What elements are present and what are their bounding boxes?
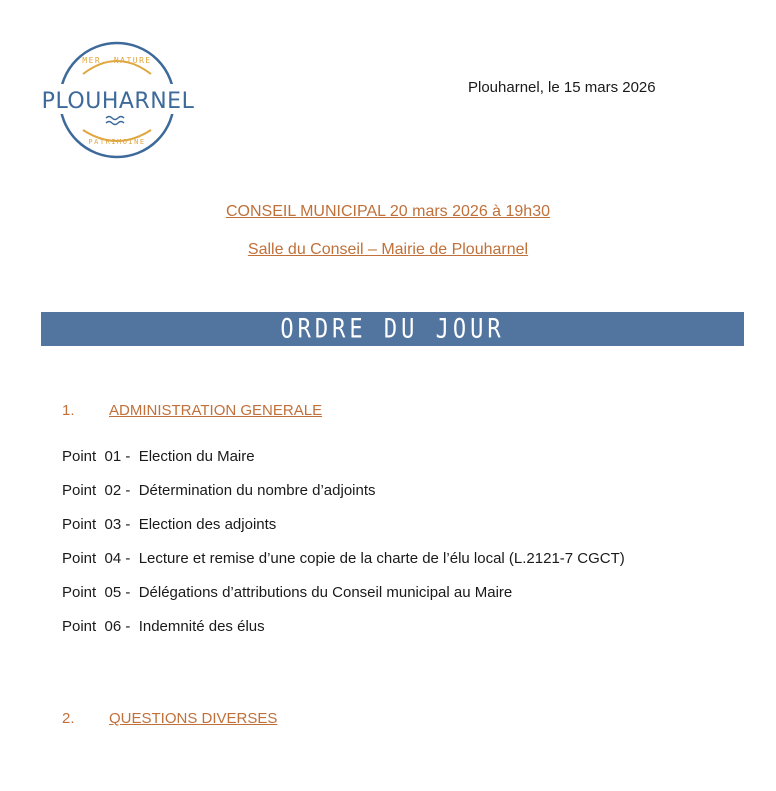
svg-text:MER, NATURE: MER, NATURE [82, 56, 152, 65]
agenda-banner [41, 312, 744, 346]
section-title: QUESTIONS DIVERSES [109, 710, 278, 727]
agenda-point: Point 04 - Lecture et remise d’une copie de la charte de l’élu local (L.2121-7 CGCT) [62, 550, 625, 567]
agenda-point: Point 06 - Indemnité des élus [62, 618, 265, 635]
date-line: Plouharnel, le 15 mars 2026 [468, 79, 656, 96]
svg-text:PATRIMOINE: PATRIMOINE [88, 138, 146, 146]
agenda-point: Point 01 - Election du Maire [62, 448, 255, 465]
section-number: 2. [62, 710, 75, 727]
plouharnel-logo [38, 38, 200, 162]
agenda-point: Point 03 - Election des adjoints [62, 516, 277, 533]
agenda-banner-label: ORDRE DU JOUR [280, 314, 505, 344]
meeting-title: CONSEIL MUNICIPAL 20 mars 2026 à 19h30 [226, 203, 550, 220]
meeting-location: Salle du Conseil – Mairie de Plouharnel [247, 241, 529, 258]
agenda-point: Point 05 - Délégations d’attributions du Conseil municipal au Maire [62, 584, 513, 601]
section-number: 1. [62, 402, 75, 419]
section-title: ADMINISTRATION GENERALE [109, 402, 323, 419]
svg-text:PLOUHARNEL: PLOUHARNEL [41, 89, 195, 114]
agenda-point: Point 02 - Détermination du nombre d’adjoints [62, 482, 376, 499]
